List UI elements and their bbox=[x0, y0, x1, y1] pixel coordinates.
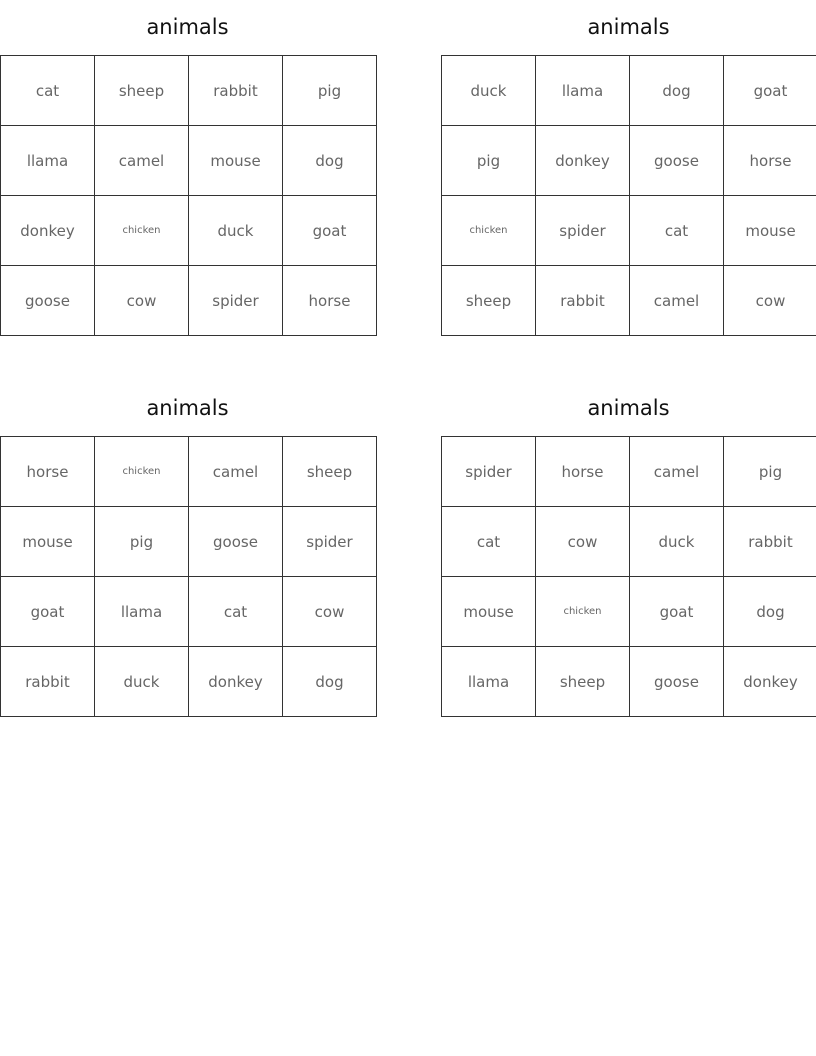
grid-cell: cow bbox=[536, 507, 630, 577]
grid-cell: mouse bbox=[189, 126, 283, 196]
grid-row bbox=[442, 577, 816, 647]
grid-row bbox=[1, 437, 377, 507]
grid-cell: cat bbox=[189, 577, 283, 647]
grid-cell: dog bbox=[724, 577, 816, 647]
grid-cell: horse bbox=[1, 437, 95, 507]
grid-row bbox=[1, 507, 377, 577]
grid-cell: horse bbox=[536, 437, 630, 507]
grid-row bbox=[442, 507, 816, 577]
grid-cell: rabbit bbox=[1, 647, 95, 717]
grid-cell: cow bbox=[724, 266, 816, 336]
grid-cell: sheep bbox=[95, 56, 189, 126]
grid-cell: camel bbox=[630, 266, 724, 336]
bingo-card-3 bbox=[0, 381, 375, 717]
grid-cell: pig bbox=[95, 507, 189, 577]
grid-cell: donkey bbox=[724, 647, 816, 717]
bingo-grid bbox=[441, 436, 816, 717]
grid-cell: sheep bbox=[536, 647, 630, 717]
grid-cell: chicken bbox=[95, 196, 189, 266]
grid-cell: mouse bbox=[1, 507, 95, 577]
grid-cell: cat bbox=[442, 507, 536, 577]
grid-row bbox=[442, 437, 816, 507]
grid-cell: donkey bbox=[536, 126, 630, 196]
grid-cell: donkey bbox=[189, 647, 283, 717]
grid-cell: goose bbox=[1, 266, 95, 336]
grid-cell: mouse bbox=[724, 196, 816, 266]
bingo-grid bbox=[0, 436, 377, 717]
grid-row bbox=[1, 577, 377, 647]
grid-cell: pig bbox=[442, 126, 536, 196]
grid-cell: goose bbox=[630, 126, 724, 196]
grid-cell: spider bbox=[189, 266, 283, 336]
grid-cell: goat bbox=[283, 196, 377, 266]
card-title: animals bbox=[146, 396, 229, 420]
grid-cell: donkey bbox=[1, 196, 95, 266]
grid-row bbox=[1, 126, 377, 196]
grid-cell: duck bbox=[630, 507, 724, 577]
grid-cell: llama bbox=[1, 126, 95, 196]
grid-cell: duck bbox=[189, 196, 283, 266]
bingo-card-1 bbox=[0, 0, 375, 336]
grid-cell: chicken bbox=[536, 577, 630, 647]
grid-row bbox=[442, 196, 816, 266]
grid-row bbox=[442, 647, 816, 717]
grid-cell: goose bbox=[189, 507, 283, 577]
bingo-grid bbox=[441, 55, 816, 336]
grid-cell: cat bbox=[630, 196, 724, 266]
grid-row bbox=[442, 56, 816, 126]
grid-row bbox=[1, 196, 377, 266]
grid-row bbox=[1, 647, 377, 717]
grid-cell: duck bbox=[442, 56, 536, 126]
grid-cell: rabbit bbox=[536, 266, 630, 336]
grid-row bbox=[442, 266, 816, 336]
grid-cell: goat bbox=[1, 577, 95, 647]
grid-cell: llama bbox=[442, 647, 536, 717]
grid-cell: chicken bbox=[442, 196, 536, 266]
card-title: animals bbox=[587, 396, 670, 420]
bingo-card-4 bbox=[441, 381, 816, 717]
grid-cell: horse bbox=[283, 266, 377, 336]
grid-cell: pig bbox=[283, 56, 377, 126]
bingo-grid bbox=[0, 55, 377, 336]
bingo-card-2 bbox=[441, 0, 816, 336]
grid-cell: dog bbox=[283, 647, 377, 717]
grid-cell: goose bbox=[630, 647, 724, 717]
card-title: animals bbox=[587, 15, 670, 39]
grid-cell: camel bbox=[95, 126, 189, 196]
grid-cell: cat bbox=[1, 56, 95, 126]
grid-cell: spider bbox=[283, 507, 377, 577]
grid-cell: sheep bbox=[442, 266, 536, 336]
grid-cell: dog bbox=[630, 56, 724, 126]
grid-cell: camel bbox=[630, 437, 724, 507]
grid-cell: pig bbox=[724, 437, 816, 507]
grid-cell: rabbit bbox=[189, 56, 283, 126]
grid-cell: horse bbox=[724, 126, 816, 196]
grid-cell: mouse bbox=[442, 577, 536, 647]
grid-cell: llama bbox=[536, 56, 630, 126]
grid-cell: rabbit bbox=[724, 507, 816, 577]
grid-cell: chicken bbox=[95, 437, 189, 507]
grid-cell: duck bbox=[95, 647, 189, 717]
grid-cell: goat bbox=[724, 56, 816, 126]
grid-cell: llama bbox=[95, 577, 189, 647]
grid-cell: sheep bbox=[283, 437, 377, 507]
grid-cell: camel bbox=[189, 437, 283, 507]
grid-cell: spider bbox=[442, 437, 536, 507]
grid-cell: dog bbox=[283, 126, 377, 196]
grid-cell: goat bbox=[630, 577, 724, 647]
grid-cell: cow bbox=[95, 266, 189, 336]
grid-row bbox=[442, 126, 816, 196]
grid-cell: cow bbox=[283, 577, 377, 647]
grid-cell: spider bbox=[536, 196, 630, 266]
grid-row bbox=[1, 56, 377, 126]
grid-row bbox=[1, 266, 377, 336]
card-title: animals bbox=[146, 15, 229, 39]
